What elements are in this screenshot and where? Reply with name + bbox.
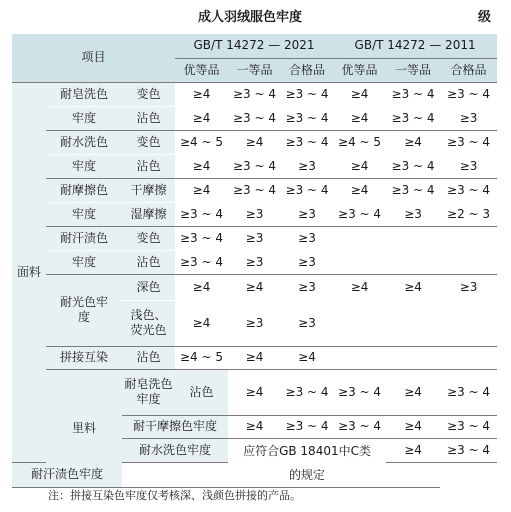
- value-cell: ≥4 ~ 5: [175, 346, 228, 369]
- property-name: 牢度: [46, 250, 122, 274]
- property-name: 牢度: [46, 106, 122, 130]
- property-name: 耐摩擦色: [46, 178, 122, 202]
- table-row: [12, 82, 497, 106]
- value-cell: ≥3: [440, 274, 497, 300]
- property-name-line: 度: [77, 310, 90, 324]
- table-row: [12, 130, 497, 154]
- requirement-note: [228, 438, 386, 487]
- sub-property: 变色: [122, 226, 175, 250]
- property-name: 耐汗渍色: [46, 226, 122, 250]
- table-row: [12, 226, 497, 250]
- empty-cell: [440, 346, 497, 369]
- empty-cell: [333, 226, 386, 250]
- value-cell: ≥3: [440, 106, 497, 130]
- empty-cell: [440, 300, 497, 346]
- table-title-bar: [0, 4, 511, 26]
- section-fabric: 面料: [12, 82, 46, 462]
- table-row: [12, 106, 497, 130]
- sub-property: 沾色: [175, 369, 228, 415]
- value-cell: ≥4: [333, 106, 386, 130]
- sub-property: 变色: [122, 130, 175, 154]
- value-cell: ≥3 ~ 4: [440, 130, 497, 154]
- value-cell: ≥4: [228, 130, 281, 154]
- value-cell: ≥4: [228, 415, 281, 438]
- value-cell: ≥4: [175, 274, 228, 300]
- property-name-line: 牢度: [136, 392, 161, 406]
- sub-property: 沾色: [122, 250, 175, 274]
- value-cell: ≥4: [333, 274, 386, 300]
- header-grade-premium: 优等品: [333, 58, 386, 82]
- property-name-line: 耐皂洗色: [124, 377, 173, 391]
- value-cell: ≥3: [228, 300, 281, 346]
- table-row: [12, 346, 497, 369]
- sub-property: 沾色: [122, 154, 175, 178]
- value-cell: ≥3: [281, 154, 333, 178]
- empty-cell: [122, 462, 175, 487]
- empty-cell: [386, 462, 440, 487]
- value-cell: ≥3: [281, 250, 333, 274]
- value-cell: ≥3: [228, 226, 281, 250]
- property-name-line: 耐光色牢: [59, 295, 108, 309]
- value-cell: ≥3: [228, 202, 281, 226]
- header-grade-qualified: 合格品: [281, 58, 333, 82]
- value-cell: ≥3 ~ 4: [440, 438, 497, 462]
- requirement-note-line: 的规定: [289, 467, 326, 482]
- header-grade-first: 一等品: [386, 58, 440, 82]
- value-cell: ≥4: [333, 178, 386, 202]
- value-cell: ≥3 ~ 4: [333, 202, 386, 226]
- value-cell: ≥3 ~ 4: [386, 178, 440, 202]
- value-cell: ≥3 ~ 4: [175, 202, 228, 226]
- header-grade-qualified: 合格品: [440, 58, 497, 82]
- property-name: 耐水洗色: [46, 130, 122, 154]
- sub-property: 沾色: [122, 346, 175, 369]
- sub-property-line: 浅色、: [130, 308, 167, 322]
- value-cell: ≥4: [228, 274, 281, 300]
- value-cell: ≥3: [386, 202, 440, 226]
- property-name: 耐水洗色牢度: [122, 438, 228, 462]
- value-cell: ≥4: [175, 300, 228, 346]
- value-cell: ≥3: [440, 154, 497, 178]
- value-cell: ≥3 ~ 4: [228, 154, 281, 178]
- header-row-standards: [12, 34, 497, 58]
- value-cell: ≥3 ~ 4: [386, 106, 440, 130]
- sub-property: [122, 300, 175, 346]
- value-cell: ≥3: [281, 226, 333, 250]
- header-item: 项目: [12, 34, 175, 82]
- unit-label: 级: [478, 10, 492, 25]
- value-cell: ≥4: [386, 369, 440, 415]
- value-cell: ≥4: [175, 178, 228, 202]
- empty-cell: [440, 250, 497, 274]
- sub-property: 深色: [122, 274, 175, 300]
- property-name: 牢度: [46, 202, 122, 226]
- value-cell: ≥3 ~ 4: [175, 226, 228, 250]
- value-cell: ≥4: [386, 130, 440, 154]
- colorfastness-table: [12, 34, 497, 488]
- table-title: 成人羽绒服色牢度: [198, 10, 303, 25]
- value-cell: ≥3 ~ 4: [386, 154, 440, 178]
- sub-property: 变色: [122, 82, 175, 106]
- value-cell: ≥3: [281, 202, 333, 226]
- empty-cell: [333, 300, 386, 346]
- value-cell: ≥4: [333, 82, 386, 106]
- value-cell: ≥2 ~ 3: [440, 202, 497, 226]
- value-cell: ≥3 ~ 4: [440, 82, 497, 106]
- value-cell: ≥4: [175, 82, 228, 106]
- property-name: [46, 274, 122, 346]
- value-cell: ≥3: [281, 274, 333, 300]
- value-cell: ≥3 ~ 4: [281, 106, 333, 130]
- value-cell: ≥4: [228, 369, 281, 415]
- footnote: 注：拼接互染色牢度仅考核深、浅颜色拼接的产品。: [48, 489, 301, 502]
- property-name: 耐皂洗色: [46, 82, 122, 106]
- value-cell: ≥3 ~ 4: [281, 415, 333, 438]
- value-cell: ≥4: [386, 274, 440, 300]
- value-cell: ≥4: [175, 106, 228, 130]
- property-name: 耐汗渍色牢度: [12, 462, 122, 487]
- sub-property: 湿摩擦: [122, 202, 175, 226]
- table-row: [12, 250, 497, 274]
- value-cell: ≥4: [333, 154, 386, 178]
- table-row: [12, 202, 497, 226]
- value-cell: ≥4 ~ 5: [175, 130, 228, 154]
- header-std-2011: GB/T 14272 — 2011: [333, 34, 497, 58]
- empty-cell: [175, 462, 228, 487]
- value-cell: ≥4: [175, 154, 228, 178]
- value-cell: ≥4: [281, 346, 333, 369]
- empty-cell: [333, 346, 386, 369]
- table-row: [12, 178, 497, 202]
- value-cell: ≥3 ~ 4: [175, 250, 228, 274]
- header-grade-first: 一等品: [228, 58, 281, 82]
- value-cell: ≥3 ~ 4: [333, 369, 386, 415]
- sub-property: 干摩擦: [122, 178, 175, 202]
- value-cell: ≥3 ~ 4: [281, 369, 333, 415]
- value-cell: ≥3 ~ 4: [281, 130, 333, 154]
- empty-cell: [440, 226, 497, 250]
- requirement-note-line: 应符合GB 18401中C类: [243, 443, 371, 458]
- value-cell: ≥3 ~ 4: [228, 106, 281, 130]
- value-cell: ≥4: [386, 415, 440, 438]
- header-std-2021: GB/T 14272 — 2021: [175, 34, 333, 58]
- empty-cell: [386, 250, 440, 274]
- sub-property: 沾色: [122, 106, 175, 130]
- value-cell: ≥3 ~ 4: [281, 178, 333, 202]
- value-cell: ≥3 ~ 4: [228, 178, 281, 202]
- value-cell: ≥3 ~ 4: [228, 82, 281, 106]
- value-cell: ≥3: [281, 300, 333, 346]
- value-cell: ≥3 ~ 4: [386, 82, 440, 106]
- value-cell: ≥4: [228, 346, 281, 369]
- header-grade-premium: 优等品: [175, 58, 228, 82]
- property-name: [122, 369, 175, 415]
- value-cell: ≥4: [386, 438, 440, 462]
- value-cell: ≥3 ~ 4: [440, 178, 497, 202]
- value-cell: ≥4 ~ 5: [333, 130, 386, 154]
- section-lining: 里料: [46, 369, 122, 487]
- table-row: [12, 369, 497, 415]
- value-cell: ≥3 ~ 4: [440, 369, 497, 415]
- value-cell: ≥3 ~ 4: [440, 415, 497, 438]
- empty-cell: [386, 226, 440, 250]
- table-row: [12, 274, 497, 300]
- empty-cell: [386, 300, 440, 346]
- empty-cell: [333, 250, 386, 274]
- property-name: 耐干摩擦色牢度: [122, 415, 228, 438]
- sub-property-line: 荧光色: [130, 323, 167, 337]
- value-cell: ≥3 ~ 4: [281, 82, 333, 106]
- property-name: 牢度: [46, 154, 122, 178]
- value-cell: ≥3 ~ 4: [333, 415, 386, 438]
- table-row: [12, 154, 497, 178]
- value-cell: ≥3: [228, 250, 281, 274]
- property-name: 拼接互染: [46, 346, 122, 369]
- empty-cell: [386, 346, 440, 369]
